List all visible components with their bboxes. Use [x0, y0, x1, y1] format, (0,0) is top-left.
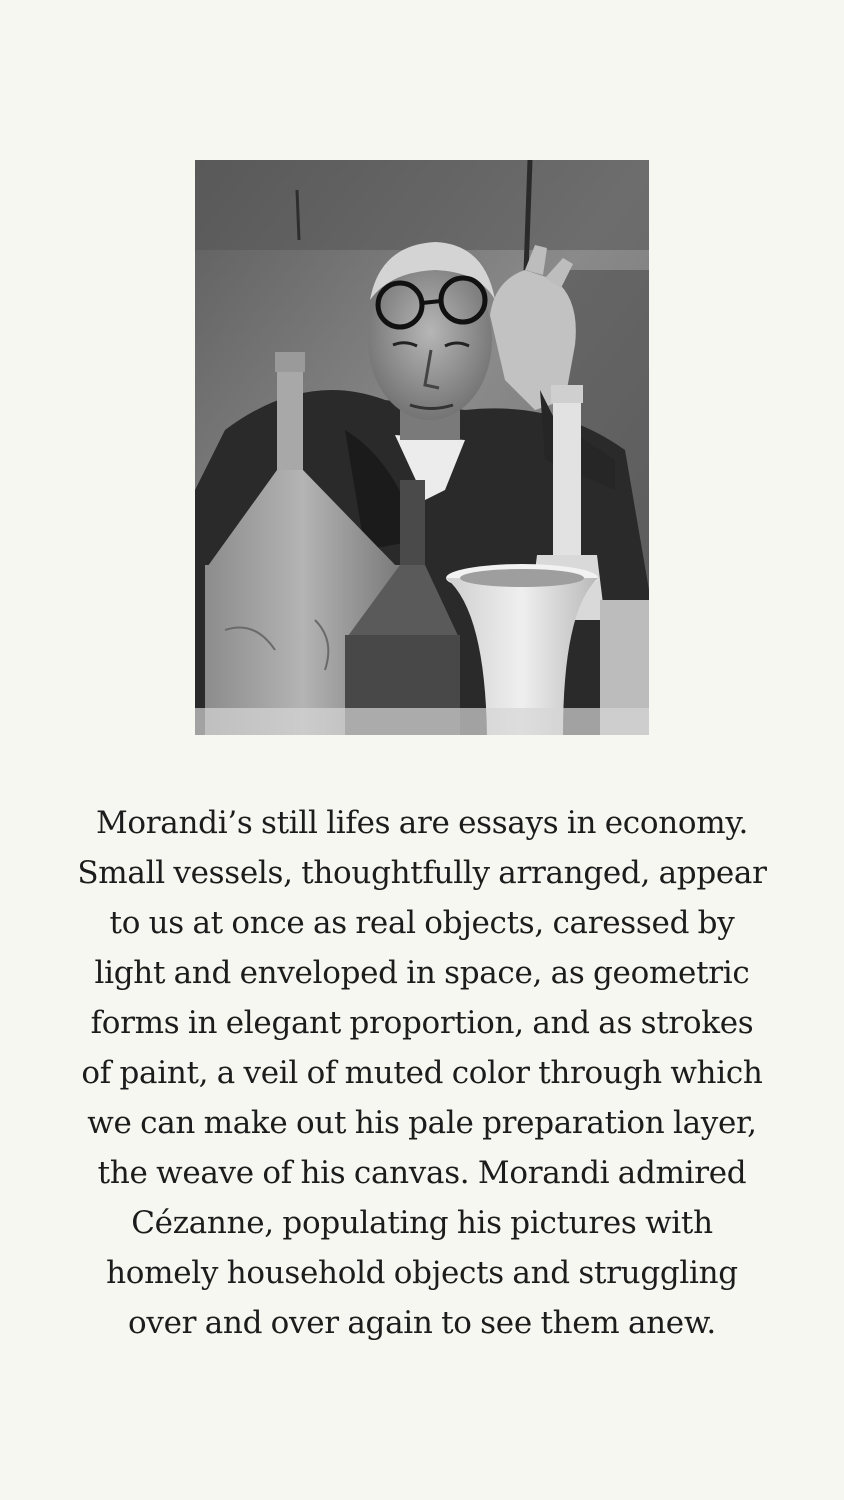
caption-line: homely household objects and struggling [106, 1255, 738, 1291]
caption-line: the weave of his canvas. Morandi admired [97, 1155, 747, 1191]
caption-line: of paint, a veil of muted color through which [81, 1055, 763, 1091]
caption-line: over and over again to see them anew. [128, 1305, 716, 1341]
caption-line: forms in elegant proportion, and as strokes [90, 1005, 754, 1041]
portrait-photo [195, 160, 649, 735]
caption-paragraph [44, 798, 800, 1348]
portrait-photo-icon [195, 160, 649, 735]
caption-line: Small vessels, thoughtfully arranged, appear [77, 855, 767, 891]
caption-line: Cézanne, populating his pictures with [131, 1205, 713, 1241]
caption-line: Morandi’s still lifes are essays in economy. [95, 805, 749, 841]
caption-line: light and enveloped in space, as geometric [94, 955, 750, 991]
caption-line: to us at once as real objects, caressed by [109, 905, 735, 941]
caption-line: we can make out his pale preparation layer, [87, 1105, 757, 1141]
